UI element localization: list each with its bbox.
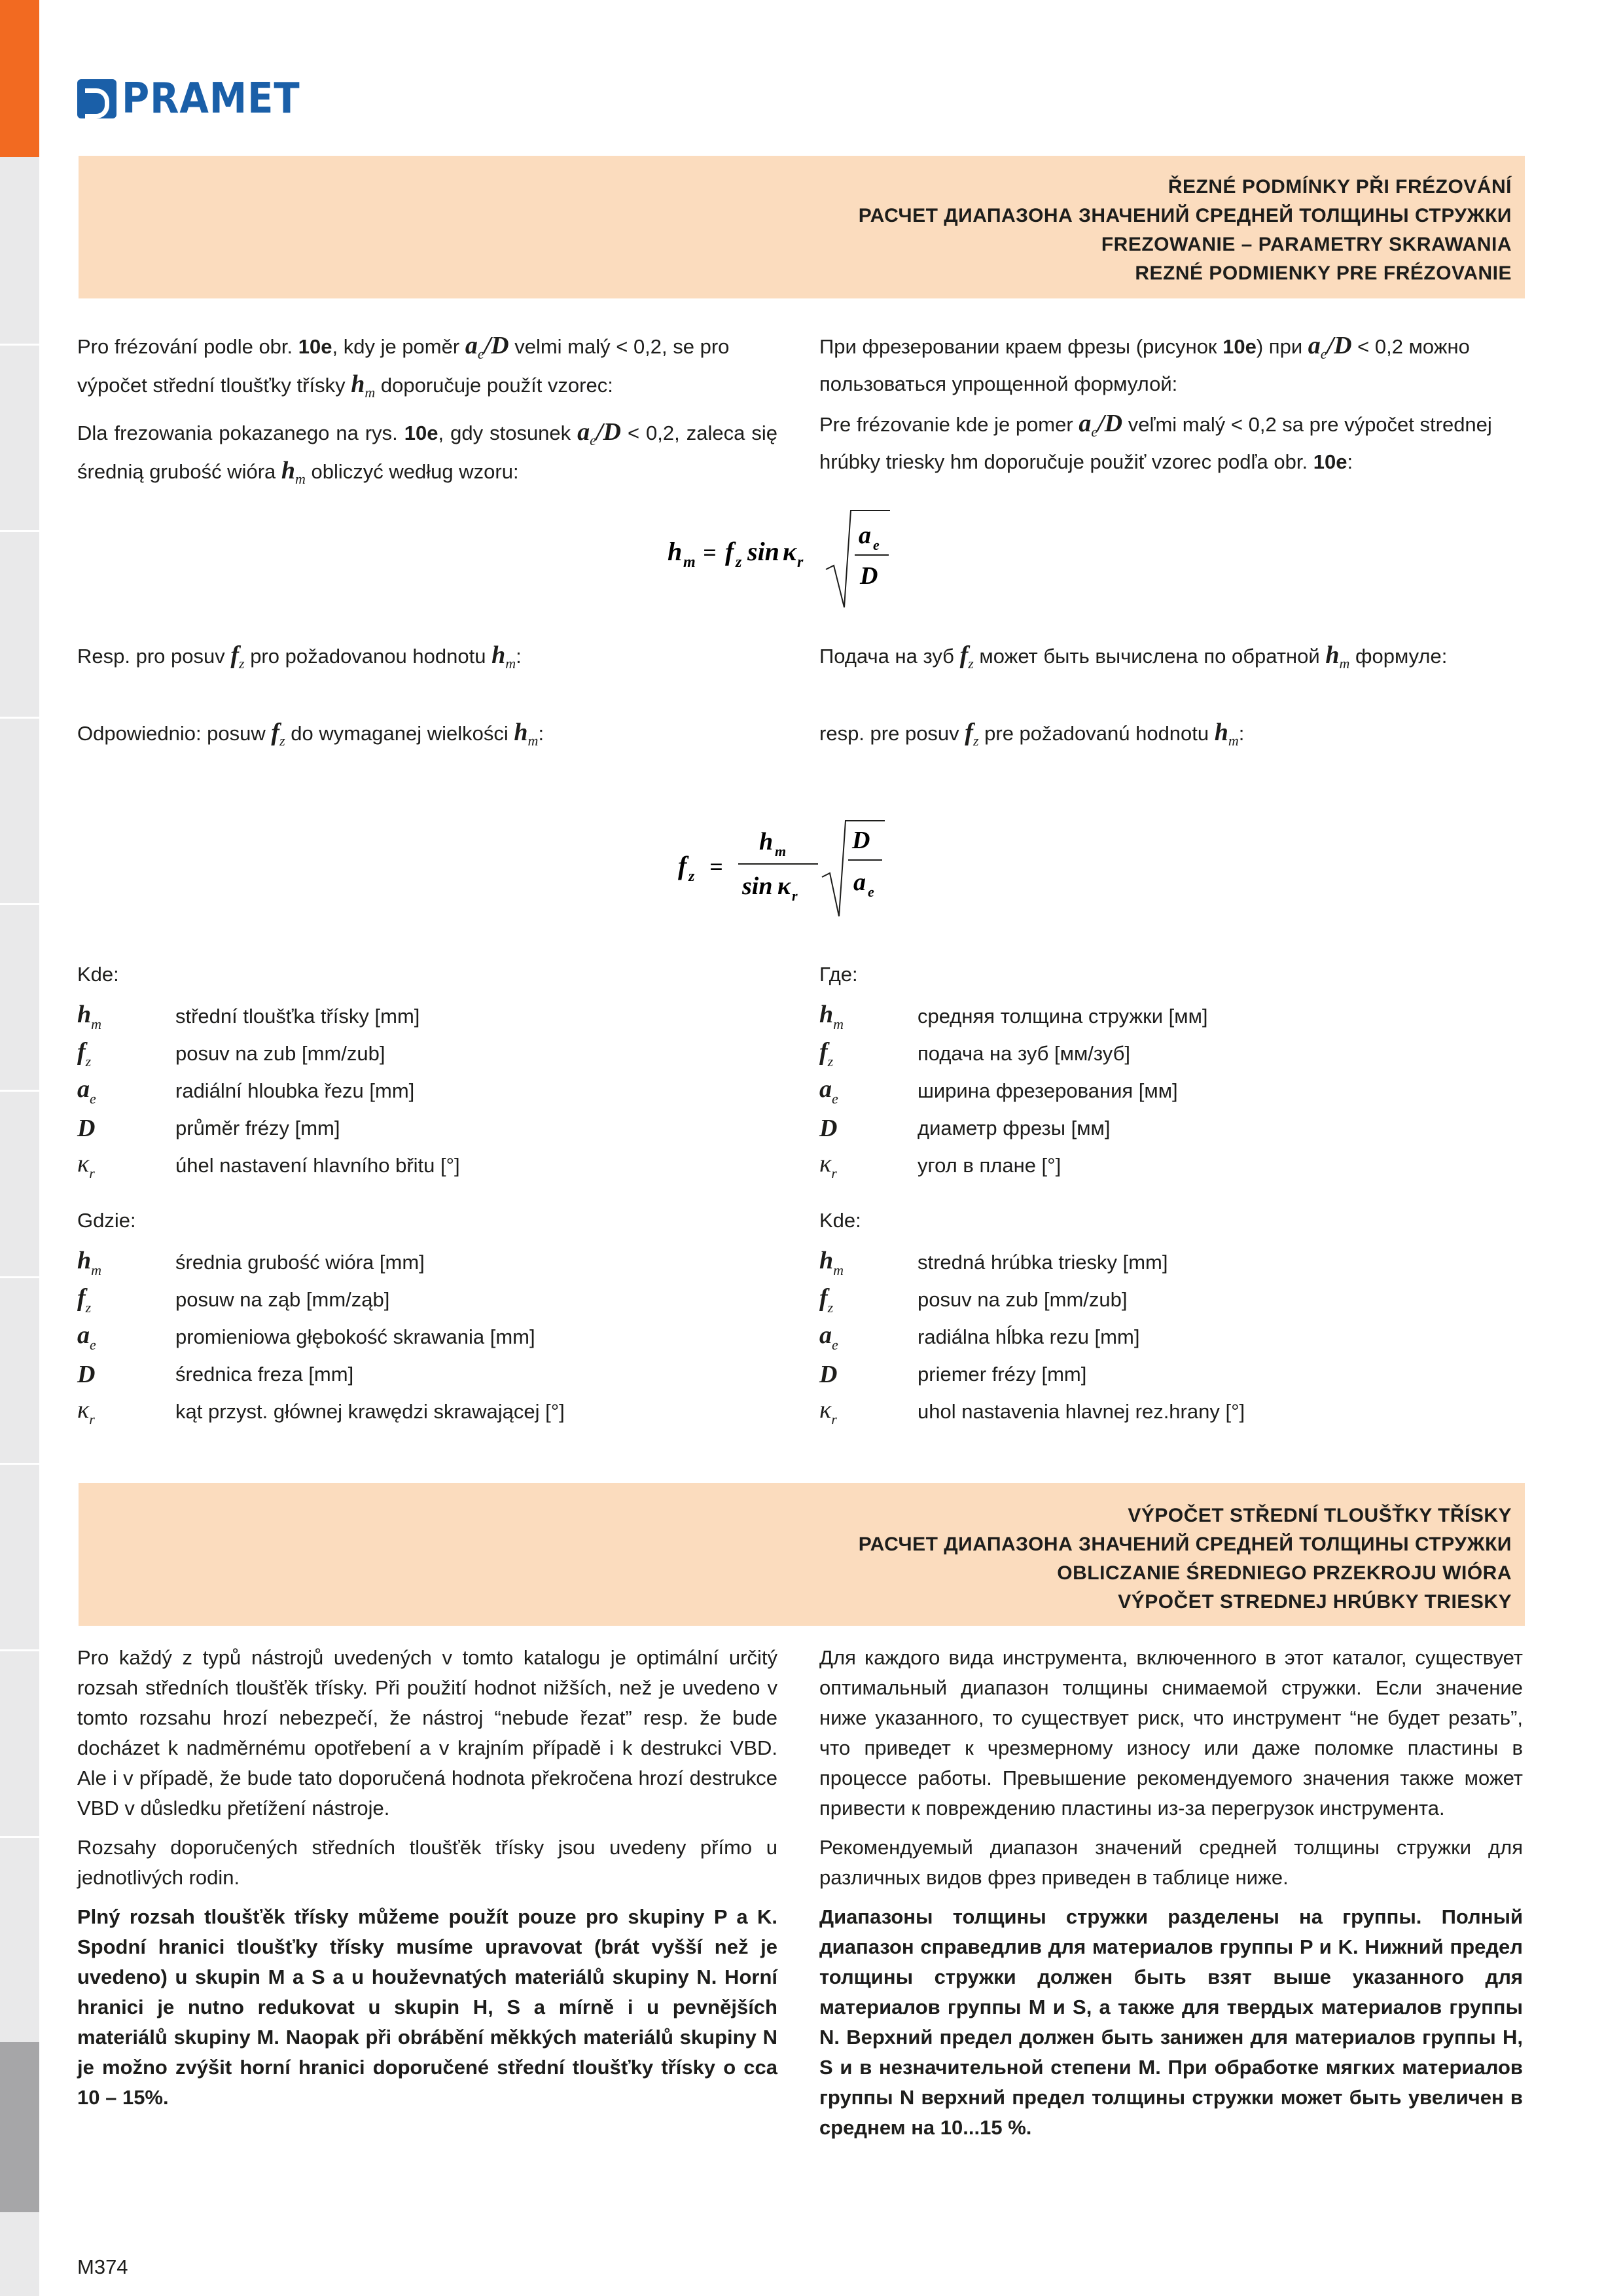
definition-row: D průměr frézy [mm] xyxy=(77,1114,340,1142)
pramet-logo-mark-icon xyxy=(77,79,116,118)
section2-title-pl: OBLICZANIE ŚREDNIEGO PRZEKROJU WIÓRA xyxy=(1057,1562,1512,1584)
section-title-ru: РАСЧЕТ ДИАПАЗОНА ЗНАЧЕНИЙ СРЕДНЕЙ ТОЛЩИНЫ СТРУЖКИ xyxy=(858,205,1512,226)
edge-divider xyxy=(0,903,39,905)
section2-title-cz: VÝPOČET STŘEDNÍ TLOUŠŤKY TŘÍSKY xyxy=(1128,1505,1512,1526)
intro-pl: Dla frezowania pokazanego na rys. 10e, gdy stosunek $a_e/D < 0,2$, zaleca się średnią grubość wióra $h_m$ obliczyć według wzoru: xyxy=(77,418,777,487)
definition-row: $\kappa_r$ úhel nastavení hlavního břitu [°] xyxy=(77,1149,460,1181)
edge-tab-active xyxy=(0,0,39,157)
edge-divider xyxy=(0,1836,39,1838)
edge-divider xyxy=(0,717,39,719)
edge-divider xyxy=(0,1090,39,1092)
logo-text: PRAMET xyxy=(122,75,300,123)
formula1-num: a xyxy=(859,522,871,549)
definitions-sk xyxy=(819,1206,1526,1430)
edge-divider xyxy=(0,1463,39,1465)
definition-row: $h_m$ střední tloušťka třísky [mm] xyxy=(77,1000,420,1032)
body2-cz-p2: Rozsahy doporučených středních tloušťěk třísky jsou uvedeny přímo u jednotlivých rodin. xyxy=(77,1836,777,1889)
section-header-mean-chip-thickness xyxy=(79,1483,1525,1626)
formula2-den-kappa: κ xyxy=(777,872,791,900)
definitions-head: Kde: xyxy=(819,1209,861,1232)
intro-left-column xyxy=(77,331,777,503)
formula2-root-den-sub: e xyxy=(868,884,874,900)
definitions-head: Где: xyxy=(819,963,858,986)
formula2-root-num: D xyxy=(852,827,870,854)
body2-ru-p1: Для каждого вида инструмента, включенного в этот каталог, существует оптимальный диапазон толщины снимаемой стружки. Если значение ниже указанного, то существует риск, что инструмент “не будет резать”, что приведет к чрезмерному износу или даже поломке пластины в процессе работы. Превышение рекомендуемого значения также может привести к повреждению пластины из-за перегрузок инструмента. xyxy=(819,1646,1523,1820)
formula1-root-sign xyxy=(826,511,890,607)
formula2-num: h xyxy=(759,828,774,855)
formula1-sin: sin xyxy=(747,537,779,566)
formula1-f-sub: z xyxy=(736,554,742,571)
formula1-lhs: h xyxy=(668,537,683,566)
body2-cz xyxy=(77,1643,777,2122)
definition-row: $a_e$ radiálna hĺbka rezu [mm] xyxy=(819,1321,1140,1353)
resp-sk: resp. pre posuv $f_z$ pre požadovanú hodnotu $h_m$: xyxy=(819,719,1245,749)
resp-cz: Resp. pro posuv $f_z$ pro požadovanou hodnotu $h_m$: xyxy=(77,641,522,672)
definition-row: $f_z$ posuw na ząb [mm/ząb] xyxy=(77,1283,390,1316)
formula2-root-den: a xyxy=(853,869,866,896)
resp-pl: Odpowiednio: posuw $f_z$ do wymaganej wielkości $h_m$: xyxy=(77,719,544,749)
formula1-kappa-sub: r xyxy=(797,554,804,571)
definition-row: $h_m$ średnia grubość wióra [mm] xyxy=(77,1246,425,1278)
definition-row: D średnica freza [mm] xyxy=(77,1360,354,1388)
formula2-lhs: f xyxy=(678,851,687,880)
definition-row: D диаметр фрезы [мм] xyxy=(819,1114,1111,1142)
formula-mean-chip-thickness xyxy=(654,497,916,615)
formula1-kappa: κ xyxy=(783,537,797,566)
section-title-pl: FREZOWANIE – PARAMETRY SKRAWANIA xyxy=(1101,234,1512,255)
definition-row: D priemer frézy [mm] xyxy=(819,1360,1087,1388)
edge-divider xyxy=(0,1649,39,1651)
formula1-num-sub: e xyxy=(873,537,880,553)
formula-feed-per-tooth xyxy=(661,812,910,923)
definition-row: $\kappa_r$ угол в плане [°] xyxy=(819,1149,1061,1181)
formula1-f: f xyxy=(725,537,734,566)
intro-ru: При фрезеровании краем фрезы (рисунок 10e) при $a_e/D < 0,2$ можно пользоваться упрощенной формулой: xyxy=(819,332,1470,395)
definition-row: $f_z$ подача на зуб [мм/зуб] xyxy=(819,1037,1130,1069)
edge-divider xyxy=(0,344,39,346)
formula2-den-kappa-sub: r xyxy=(792,888,798,904)
formula2-den-sin: sin xyxy=(742,872,773,900)
definition-row: $a_e$ radiální hloubka řezu [mm] xyxy=(77,1075,415,1107)
definition-row: $a_e$ ширина фрезерования [мм] xyxy=(819,1075,1178,1107)
definitions-head: Gdzie: xyxy=(77,1209,136,1232)
edge-tab-gray xyxy=(0,2042,39,2212)
section2-title-sk: VÝPOČET STREDNEJ HRÚBKY TRIESKY xyxy=(1118,1591,1512,1613)
page-number: M374 xyxy=(77,2255,128,2278)
definition-row: $f_z$ posuv na zub [mm/zub] xyxy=(77,1037,385,1069)
definition-row: $f_z$ posuv na zub [mm/zub] xyxy=(819,1283,1128,1316)
edge-divider xyxy=(0,530,39,532)
section-header-cutting-conditions xyxy=(79,156,1525,298)
definition-row: $h_m$ stredná hrúbka triesky [mm] xyxy=(819,1246,1168,1278)
resp-ru: Подача на зуб $f_z$ может быть вычислена по обратной $h_m$ формуле: xyxy=(819,641,1448,672)
definitions-pl xyxy=(77,1206,784,1430)
edge-divider xyxy=(0,1276,39,1278)
definition-row: $\kappa_r$ kąt przyst. głównej krawędzi skrawającej [°] xyxy=(77,1395,565,1427)
definitions-head: Kde: xyxy=(77,963,119,986)
formula1-lhs-sub: m xyxy=(683,554,696,571)
formula2-eq: = xyxy=(709,853,723,880)
section-title-cz: ŘEZNÉ PODMÍNKY PŘI FRÉZOVÁNÍ xyxy=(1168,176,1512,198)
definition-row: $h_m$ средняя толщина стружки [мм] xyxy=(819,1000,1208,1032)
section2-title-ru: РАСЧЕТ ДИАПАЗОНА ЗНАЧЕНИЙ СРЕДНЕЙ ТОЛЩИНЫ СТРУЖКИ xyxy=(858,1534,1512,1555)
formula1-eq: = xyxy=(703,539,717,565)
body2-cz-p3: Plný rozsah tloušťěk třísky můžeme použít pouze pro skupiny P a K. Spodní hranici tloušťky třísky musíme upravovat (brát vyšší než je uvedeno) u skupin M a S a u houževnatých materiálů skupiny N. Horní hranici je nutno redukovat u skupin H, S a mírně i u pevnějších materiálů skupiny M. Naopak při obrábění měkkých materiálů skupiny N je možno zvýšit horní hranici doporučené střední tloušťky třísky o cca 10 – 15%. xyxy=(77,1905,777,2109)
body2-ru-p2: Рекомендуемый диапазон значений средней толщины стружки для различных видов фрез приведен в таблице ниже. xyxy=(819,1836,1523,1889)
section-title-sk: REZNÉ PODMIENKY PRE FRÉZOVANIE xyxy=(1135,262,1512,284)
intro-cz: Pro frézování podle obr. 10e, kdy je poměr $a_e/D$ velmi malý < 0,2, se pro výpočet střední tloušťky třísky $h_m$ doporučuje použít vzorec: xyxy=(77,332,730,401)
pramet-logo xyxy=(77,76,320,122)
body2-ru xyxy=(819,1643,1523,2152)
definition-row: $a_e$ promieniowa głębokość skrawania [mm] xyxy=(77,1321,535,1353)
definition-row: $\kappa_r$ uhol nastavenia hlavnej rez.hrany [°] xyxy=(819,1395,1245,1427)
body2-cz-p1: Pro každý z typů nástrojů uvedených v tomto katalogu je optimální určitý rozsah středních tloušťěk třísky. Při použití hodnot nižších, než je uvedeno v tomto rozsahu hrozí nebezpečí, že nástroj “nebude řezat” resp. že bude docházet k nadměrnému opotřebení a v krajním případě i k destrukci VBD. Ale i v případě, že bude tato doporučená hodnota překročena hrozí destrukce VBD v důsledku přetížení nástroje. xyxy=(77,1646,777,1820)
formula1-den: D xyxy=(860,562,878,590)
intro-sk: Pre frézovanie kde je pomer $a_e/D$ veľmi malý < 0,2 sa pre výpočet strednej hrúbky triesky hm doporučuje použiť vzorec podľa obr. 10e: xyxy=(819,410,1492,473)
intro-right-column xyxy=(819,331,1520,486)
definitions-cz xyxy=(77,960,784,1184)
formula2-lhs-sub: z xyxy=(688,868,695,885)
formula2-num-sub: m xyxy=(775,843,787,859)
definitions-ru xyxy=(819,960,1526,1184)
body2-ru-p3: Диапазоны толщины стружки разделены на группы. Полный диапазон справедлив для материалов группы P и K. Нижний предел толщины стружки должен быть взят выше указанного для материалов группы M и S, а также для твердых материалов группы N. Верхний предел должен быть занижен для материалов группы H, S и в незначительной степени M. При обработке мягких материалов группы N верхний предел толщины стружки может быть увеличен в среднем на 10...15 %. xyxy=(819,1905,1523,2139)
